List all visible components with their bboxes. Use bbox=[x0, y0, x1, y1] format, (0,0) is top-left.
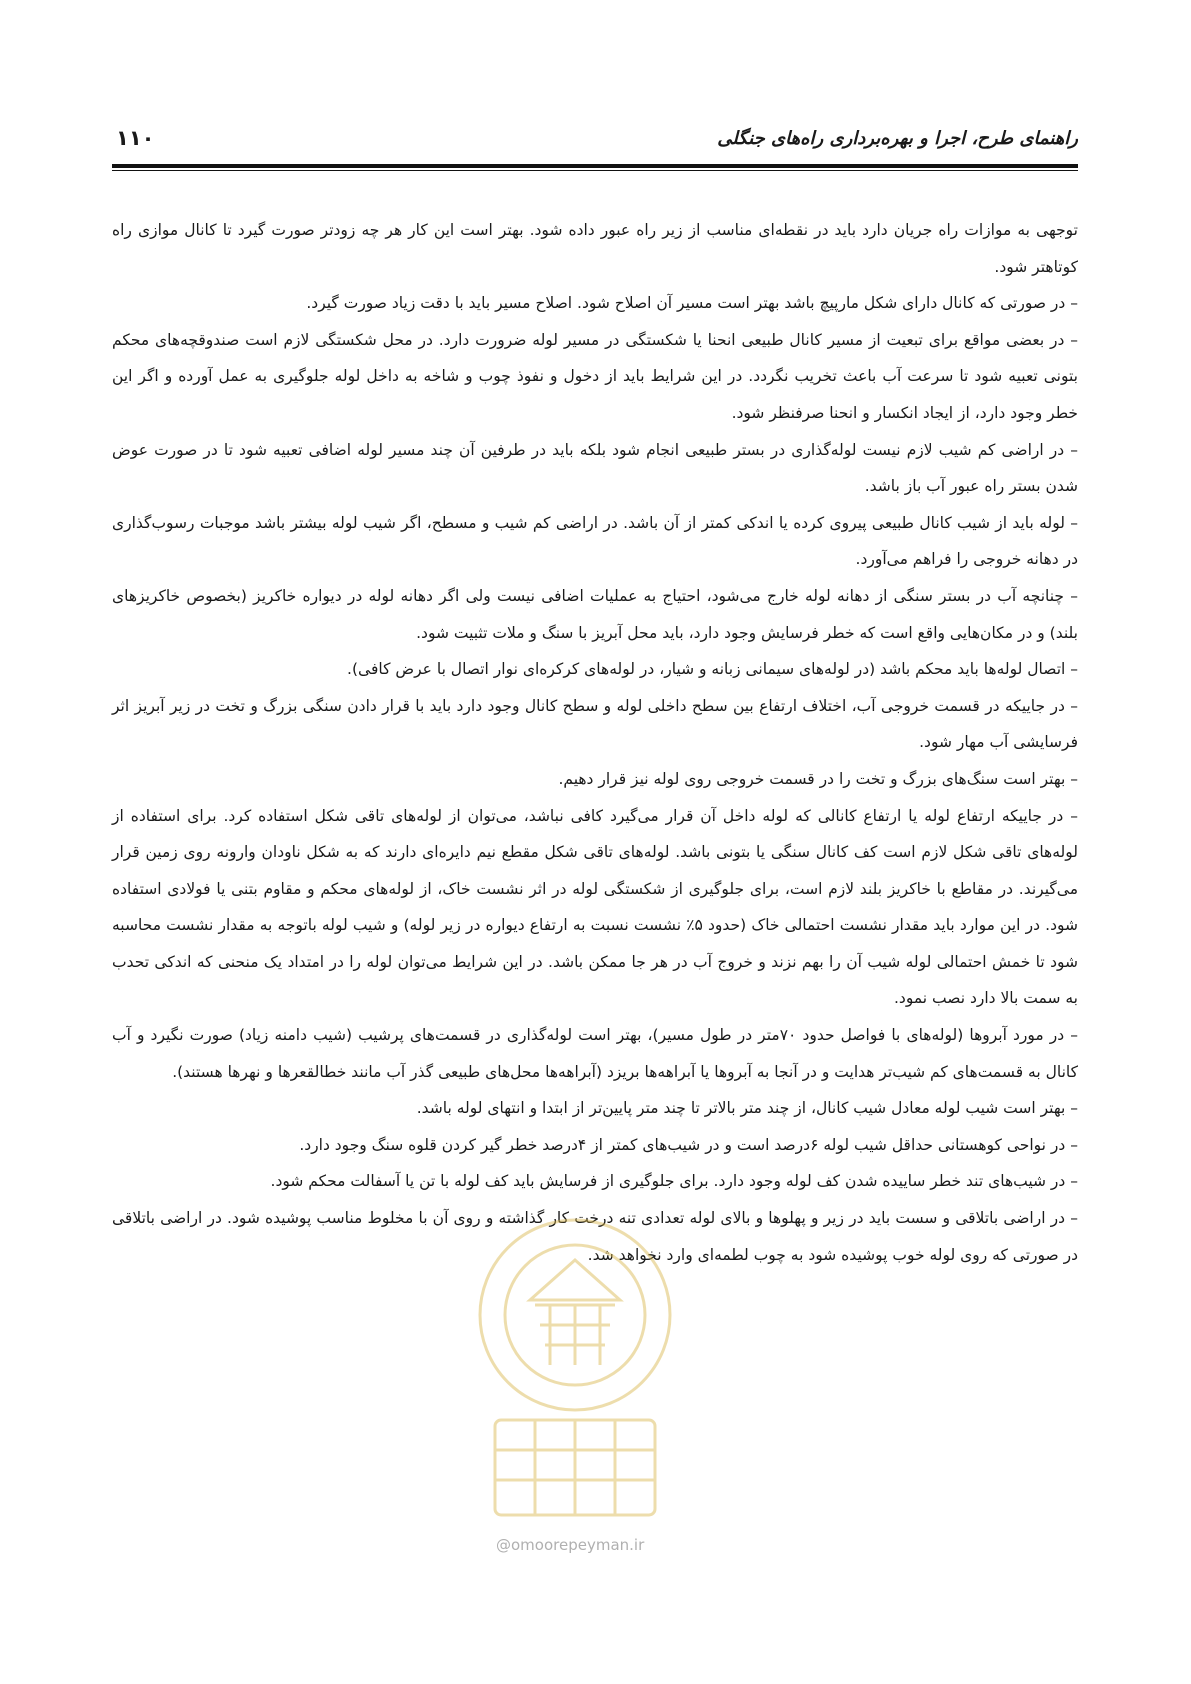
paragraph: – چنانچه آب در بستر سنگی از دهانه لوله خارج می‌شود، احتیاج به عملیات اضافی نیست ولی اگر دهانه لوله در دیواره خاکریز (بخصوص خاکریزهای بلند) و در مکان‌هایی واقع است که خطر فرسایش وجود دارد، باید محل آبریز با سنگ و ملات تثبیت شود. bbox=[112, 586, 1078, 642]
header-rule-thin bbox=[112, 170, 1078, 171]
watermark-url-text: omoorepeyman.ir bbox=[511, 1536, 645, 1554]
paragraph: – بهتر است شیب لوله معادل شیب کانال، از چند متر بالاتر تا چند متر پایین‌تر از ابتدا و انتهای لوله باشد. bbox=[416, 1099, 1078, 1118]
paragraph: – در شیب‌های تند خطر ساییده شدن کف لوله وجود دارد. برای جلوگیری از فرسایش باید کف لوله با تن یا آسفالت محکم شود. bbox=[270, 1172, 1078, 1191]
paragraph: – در نواحی کوهستانی حداقل شیب لوله ۶درصد است و در شیب‌های کمتر از ۴درصد خطر گیر کردن قلوه سنگ وجود دارد. bbox=[299, 1135, 1078, 1154]
paragraph: – در بعضی مواقع برای تبعیت از مسیر کانال طبیعی انحنا یا شکستگی در مسیر لوله ضرورت دارد. در محل شکستگی لازم است صندوقچه‌های محکم بتونی تعبیه شود تا سرعت آب باعث تخریب نگردد. در این شرایط باید از دخول و نفوذ چوب و شاخه به داخل لوله جلوگیری به عمل آورده و اگر این خطر وجود دارد، از ایجاد انکسار و انحنا صرفنظر شود. bbox=[112, 330, 1078, 422]
body-text bbox=[112, 212, 1078, 1273]
running-title: راهنمای طرح، اجرا و بهره‌برداری راه‌های جنگلی bbox=[717, 128, 1078, 149]
at-icon: @ bbox=[496, 1536, 511, 1554]
page-number: ۱۱۰ bbox=[116, 126, 155, 150]
paragraph: – بهتر است سنگ‌های بزرگ و تخت را در قسمت خروجی روی لوله نیز قرار دهیم. bbox=[558, 769, 1078, 788]
paragraph: – در جاییکه در قسمت خروجی آب، اختلاف ارتفاع بین سطح داخلی لوله و سطح کانال وجود دارد باید با قرار دادن سنگی بزرگ و تخت در زیر آبریز اثر فرسایشی آب مهار شود. bbox=[112, 696, 1078, 752]
paragraph: – اتصال لوله‌ها باید محکم باشد (در لوله‌های سیمانی زبانه و شیار، در لوله‌های کرکره‌ای نوار اتصال با عرض کافی). bbox=[347, 660, 1078, 679]
paragraph: – در صورتی که کانال دارای شکل مارپیچ باشد بهتر است مسیر آن اصلاح شود. اصلاح مسیر باید با دقت زیاد صورت گیرد. bbox=[306, 294, 1078, 313]
paragraph: – در اراضی کم شیب لازم نیست لوله‌گذاری در بستر طبیعی انجام شود بلکه باید در طرفین آن چند مسیر لوله اضافی تعبیه شود تا در صورت عوض شدن بستر راه عبور آب باز باشد. bbox=[112, 440, 1078, 496]
paragraph: – لوله باید از شیب کانال طبیعی پیروی کرده یا اندکی کمتر از آن باشد. در اراضی کم شیب و مسطح، اگر شیب لوله بیشتر باشد موجبات رسوب‌گذاری در دهانه خروجی را فراهم می‌آورد. bbox=[112, 513, 1078, 569]
paragraph: – در اراضی باتلاقی و سست باید در زیر و پهلوها و بالای لوله تعدادی تنه درخت کار گذاشته و روی آن با مخلوط مناسب پوشیده شود. در اراضی باتلاقی در صورتی که روی لوله خوب پوشیده شود به چوب لطمه‌ای وارد نخواهد شد. bbox=[112, 1209, 1078, 1264]
paragraph: – در جاییکه ارتفاع لوله یا ارتفاع کانالی که لوله داخل آن قرار می‌گیرد کافی نباشد، می‌توان از لوله‌های تاقی شکل استفاده کرد. برای استفاده از لوله‌های تاقی شکل لازم است کف کانال سنگی یا بتونی باشد. لوله‌های تاقی شکل مقطع نیم دایره‌ای دارند که به شکل ناودان وارونه روی زمین قرار می‌گیرند. در مقاطع با خاکریز بلند لازم است، برای جلوگیری از شکستگی لوله در اثر نشست خاک، از لوله‌های محکم و مقاوم بتنی یا فولادی استفاده شود. در این موارد باید مقدار نشست احتمالی خاک (حدود ۵٪ نشست نسبت به ارتفاع دیواره در زیر لوله) و شیب لوله باتوجه به مقدار نشست محاسبه شود تا خمش احتمالی لوله شیب آن را بهم نزند و خروج آب در هر جا ممکن باشد. در این شرایط می‌توان لوله را در امتداد یک منحنی که اندکی تحدب به سمت بالا دارد نصب نمود. bbox=[112, 806, 1079, 1008]
header-rule-thick bbox=[112, 164, 1078, 168]
watermark-url bbox=[496, 1536, 644, 1554]
paragraph: توجهی به موازات راه جریان دارد باید در نقطه‌ای مناسب از زیر راه عبور داده شود. بهتر است این کار هر چه زودتر صورت گیرد تا کانال موازی راه کوتاهتر شود. bbox=[112, 221, 1078, 276]
page-header bbox=[112, 118, 1078, 158]
paragraph: – در مورد آبروها (لوله‌های با فواصل حدود ۷۰متر در طول مسیر)، بهتر است لوله‌گذاری در قسمت‌های پرشیب (شیب دامنه زیاد) صورت نگیرد و آب کانال به قسمت‌های کم شیب‌تر هدایت و در آنجا به آبروها یا آبراهه‌ها بریزد (آبراهه‌ها محل‌های طبیعی گذر آب مانند خطالقعرها و نهرها هستند). bbox=[112, 1026, 1078, 1081]
